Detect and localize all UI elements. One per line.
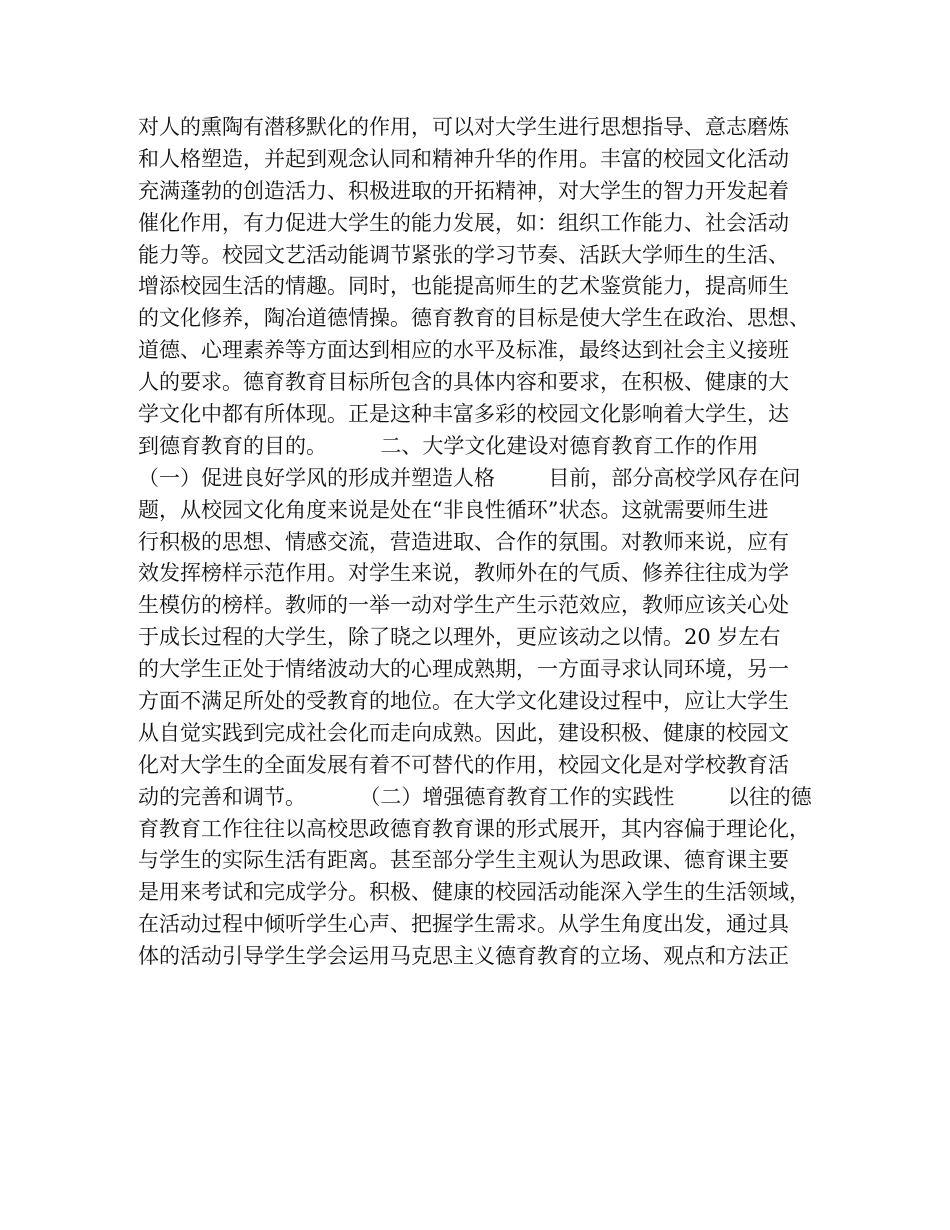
text-line: 生模仿的榜样。教师的一举一动对学生产生示范效应，教师应该关心处 (138, 593, 789, 618)
text-line: 是用来考试和完成学分。积极、健康的校园活动能深入学生的生活领域， (138, 880, 810, 905)
text-line: 育教育工作往往以高校思政德育教育课的形式展开，其内容偏于理论化， (138, 816, 810, 841)
text-line: 行积极的思想、情感交流，营造进取、合作的氛围。对教师来说，应有 (138, 529, 789, 554)
text-line: 的大学生正处于情绪波动大的心理成熟期，一方面寻求认同环境，另一 (138, 657, 789, 682)
text-line: 效发挥榜样示范作用。对学生来说，教师外在的气质、修养往往成为学 (138, 561, 789, 586)
text-line: 方面不满足所处的受教育的地位。在大学文化建设过程中，应让大学生 (138, 689, 789, 714)
text-line: 与学生的实际生活有距离。甚至部分学生主观认为思政课、德育课主要 (138, 848, 789, 873)
body-text (138, 112, 828, 973)
text-line: 到德育教育的目的。 二、大学文化建设对德育教育工作的作用 (138, 433, 759, 458)
text-line: 和人格塑造，并起到观念认同和精神升华的作用。丰富的校园文化活动 (138, 146, 789, 171)
text-line: 学文化中都有所体现。正是这种丰富多彩的校园文化影响着大学生，达 (138, 402, 789, 427)
text-line: 催化作用，有力促进大学生的能力发展，如：组织工作能力、社会活动 (138, 210, 789, 235)
text-line: 于成长过程的大学生，除了晓之以理外，更应该动之以情。20 岁左右 (138, 625, 781, 650)
text-line: （一）促进良好学风的形成并塑造人格 目前，部分高校学风存在问 (138, 465, 801, 490)
text-line: 动的完善和调节。 （二）增强德育教育工作的实践性 以往的德 (138, 784, 812, 809)
text-line: 体的活动引导学生学会运用马克思主义德育教育的立场、观点和方法正 (138, 944, 789, 969)
text-line: 化对大学生的全面发展有着不可替代的作用，校园文化是对学校教育活 (138, 752, 789, 777)
text-line: 增添校园生活的情趣。同时，也能提高师生的艺术鉴赏能力，提高师生 (138, 274, 789, 299)
text-line: 的文化修养，陶冶道德情操。德育教育的目标是使大学生在政治、思想、 (138, 306, 810, 331)
text-line: 在活动过程中倾听学生心声、把握学生需求。从学生角度出发，通过具 (138, 912, 789, 937)
text-line: 充满蓬勃的创造活力、积极进取的开拓精神，对大学生的智力开发起着 (138, 178, 789, 203)
text-line: 对人的熏陶有潜移默化的作用，可以对大学生进行思想指导、意志磨炼 (138, 115, 789, 139)
text-line: 能力等。校园文艺活动能调节紧张的学习节奏、活跃大学师生的生活、 (138, 242, 789, 267)
text-line: 道德、心理素养等方面达到相应的水平及标准，最终达到社会主义接班 (138, 338, 789, 363)
text-line: 题，从校园文化角度来说是处在“非良性循环”状态。这就需要师生进 (138, 497, 769, 522)
text-line: 从自觉实践到完成社会化而走向成熟。因此，建设积极、健康的校园文 (138, 720, 789, 745)
text-line: 人的要求。德育教育目标所包含的具体内容和要求，在积极、健康的大 (138, 370, 789, 395)
